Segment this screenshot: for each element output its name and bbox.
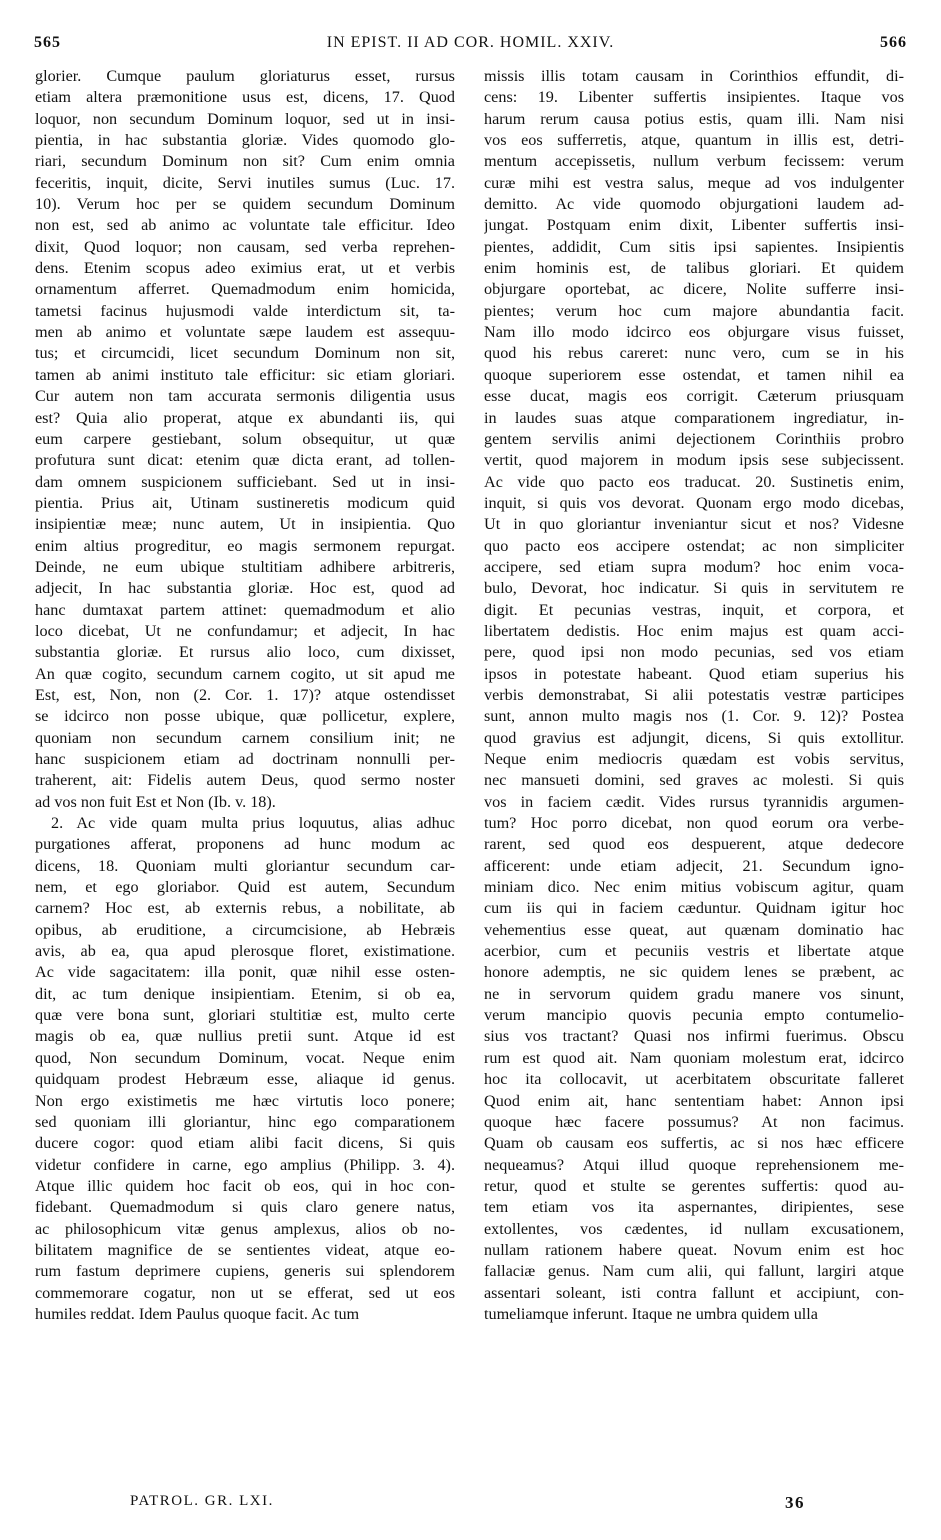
text-line: ornamentum afferret. Quemadmodum enim homicida,: [35, 280, 455, 299]
text-line: carnem? Hoc est, ab externis rebus, a nobilitate, ab: [35, 899, 455, 918]
text-line: Neque enim mediocris quædam est vobis servitus,: [484, 750, 904, 768]
text-line: quoque superiorem esse ostendat, et tamen nihil ea: [484, 365, 904, 384]
text-line: Quod enim ait, hanc sententiam habet: Annon ipsi: [484, 1091, 904, 1110]
text-line: cens: 19. Libenter suffertis insipientes. Itaque vos: [484, 88, 904, 107]
text-line: tumeliamque inferunt. Itaque ne umbra quidem ulla: [484, 1304, 818, 1323]
text-line: hanc dumtaxat partem attinet: quemadmodum et alio: [35, 600, 455, 619]
text-line: sed quoniam illi gloriantur, hinc ego comparationem: [35, 1112, 455, 1131]
text-line: adjecit, In hac substantia gloriæ. Hoc est, quod ad: [35, 579, 455, 598]
text-line: loco dicebat, Ut ne confundamur; et adjecit, In hac: [35, 621, 455, 640]
text-line: commemorare cogatur, non ut se efferat, sed ut eos: [35, 1283, 455, 1302]
text-line: tus; et circumcidi, licet secundum Dominum non sit,: [35, 344, 455, 363]
text-line: tum? Hoc porro dicebat, non quod eorum ora verbe-: [484, 814, 904, 833]
text-line: rum est quod ait. Nam quoniam molestum erat, idcirco: [484, 1048, 904, 1067]
text-line: jungat. Postquam enim dixit, Libenter suffertis insi-: [484, 216, 904, 235]
text-line: quod gravius est adjungit, dicens, Si quis extollitur.: [484, 728, 904, 747]
text-line: tamen ab animi instituto tale efficitur: sic etiam gloriari.: [35, 365, 455, 384]
text-line: tem etiam vos ita aspernantes, diripientes, sese: [484, 1198, 904, 1217]
text-line: harum rerum causa potius estis, quam illi. Nam nisi: [484, 109, 904, 128]
text-line: Ut in quo gloriantur inveniantur sicut et nos? Videsne: [484, 515, 904, 534]
text-line: quod, Non secundum Dominum, vocat. Neque enim: [35, 1048, 455, 1067]
text-line: tametsi facinus hujusmodi valde interdictum sit, ta-: [35, 301, 455, 320]
text-line: An quæ cogito, secundum carnem cogito, ut sit apud me: [35, 664, 455, 683]
page-number-right: 566: [880, 34, 907, 51]
text-line: vertit, quod majorem in modum ipsis sese subjecissent.: [484, 451, 904, 470]
text-line: curæ mihi est vestra salus, meque ad vos indulgenter: [484, 173, 904, 192]
text-line: Nam illo modo idcirco eos objurgare visus fuisset,: [484, 323, 904, 342]
text-line: fidebant. Quemadmodum si quis claro genere natus,: [35, 1198, 455, 1217]
text-line: magis ob ea, quæ nullius pretii sunt. Atque id est: [35, 1027, 455, 1046]
text-line: dicens, 18. Quoniam multi gloriantur secundum car-: [35, 856, 455, 875]
text-line: dit, ac tum denique insipientiam. Etenim, si ob ea,: [35, 984, 455, 1003]
text-line: pientia. Prius ait, Utinam sustineretis modicum quid: [35, 493, 455, 512]
text-line: nullam rationem habere queat. Novum enim est hoc: [484, 1240, 904, 1259]
text-line: traherent, ait: Fidelis autem Deus, quod sermo noster: [35, 771, 455, 790]
text-line: dens. Etenim scopus adeo eximius erat, ut et verbis: [35, 259, 455, 278]
text-line: in laudes suas atque comparationem ingrediatur, in-: [484, 408, 904, 427]
text-line: ipsos in potestate habeant. Quod etiam superius his: [484, 664, 904, 683]
text-line: dam omnem suspicionem sufficiebant. Sed ut in insi-: [35, 472, 455, 491]
text-line: libertatem dedistis. Hoc enim majus est quam acci-: [484, 621, 904, 640]
text-line: quo pacto eos accipere ostendat; ac non simpliciter: [484, 536, 904, 555]
text-line: non est, sed ab animo ac voluntate tale efficitur. Ideo: [35, 216, 455, 235]
text-line: mentum accepissetis, nullum verbum fecissem: verum: [484, 152, 904, 171]
text-line: Deinde, ne eum ubique stultitiam adhibere arbitreris,: [35, 557, 455, 576]
text-line: retur, quod et stulte se gerentes suffertis: quod au-: [484, 1176, 904, 1195]
running-title: IN EPIST. II AD COR. HOMIL. XXIV.: [326, 34, 615, 51]
text-line: miniam dico. Nec enim mitius vobiscum agitur, quam: [484, 878, 904, 897]
text-line: opibus, ab eruditione, a circumcisione, ab Hebræis: [35, 920, 455, 939]
right-text-column: [484, 66, 904, 1325]
text-line: glorier. Cumque paulum gloriaturus esset, rursus: [35, 67, 455, 85]
text-line: rum fastum deprimere cupiens, generis sui splendorem: [35, 1262, 455, 1281]
text-line: riari, secundum Dominum non sit? Cum enim omnia: [35, 152, 455, 171]
text-line: humiles reddat. Idem Paulus quoque facit. Ac tum: [35, 1304, 360, 1323]
text-line: nequeamus? Atqui illud quoque reprehensionem me-: [484, 1155, 904, 1174]
text-line: Est, est, Non, non (2. Cor. 1. 17)? atque ostendisset: [35, 685, 455, 704]
text-line: sius vos tractant? Quasi nos infirmi fuerimus. Obscu: [484, 1027, 904, 1046]
text-line: Ac vide sagacitatem: illa ponit, quæ nihil esse osten-: [35, 963, 455, 982]
text-line: pere, quod ipsi non modo pecunias, sed vos etiam: [484, 643, 904, 662]
text-line: pientes; verum hoc cum majore abundantia facit.: [484, 301, 904, 320]
sheet-number: 36: [785, 1493, 805, 1512]
text-line: gentem servilis animi dejectionem Corinthiis probro: [484, 429, 904, 448]
text-line: bulo, Devorat, hoc indicatur. Si quis in servitutem re: [484, 579, 904, 598]
text-line: sunt, annon multo magis nos (1. Cor. 9. 12)? Postea: [484, 707, 904, 726]
text-line: rarent, sed quod eos despuerent, atque dedecore: [484, 835, 904, 854]
text-line: fallaciæ genus. Nam cum alii, qui fallunt, largiri atque: [484, 1262, 904, 1281]
text-line: vos in faciem cædit. Vides rursus tyrannidis argumen-: [484, 792, 904, 811]
text-line: pientia, in hac substantia gloriæ. Vides quomodo glo-: [35, 131, 455, 150]
text-line: quoque hæc facere possumus? At non facimus.: [484, 1112, 904, 1131]
text-line: extollentes, vos cædentes, id nullam excusationem,: [484, 1219, 904, 1238]
text-line: afficerent: unde etiam adjecit, 21. Secundum igno-: [484, 856, 904, 875]
text-line: ad vos non fuit Est et Non (Ib. v. 18).: [35, 792, 276, 811]
text-line: accipere, sed etiam supra modum? hoc enim voca-: [484, 557, 904, 576]
text-line: purgationes afferat, proponens ad hunc modum ac: [35, 835, 455, 854]
running-header: [34, 34, 907, 56]
text-line: bilitatem magnifice de se sentientes videat, atque eo-: [35, 1240, 455, 1259]
text-line: insipientiæ meæ; nunc autem, Ut in insipientia. Quo: [35, 515, 455, 534]
text-line: acerbior, cum et pecuniis vestris et libertate atque: [484, 942, 904, 961]
text-line: hanc suspicionem etiam ad doctrinam nonnulli per-: [35, 750, 455, 768]
text-line: honore ademptis, ne sic quidem lenes se præbent, ac: [484, 963, 904, 982]
text-line: est? Quia alio properat, atque ex abundanti iis, qui: [35, 408, 455, 427]
text-line: objurgare oportebat, ac dicere, Nolite sufferre insi-: [484, 280, 904, 299]
text-line: quidquam prodest Hebræum esse, aliaque id genus.: [35, 1070, 455, 1089]
left-text-column: [35, 66, 455, 1325]
text-line: esse ducat, magis eos corrigit. Cæterum priusquam: [484, 387, 904, 406]
text-line: se idcirco non posse ubique, quæ pollicetur, explere,: [35, 707, 455, 726]
text-line: assentari soleant, isti contra fallunt et accipiunt, con-: [484, 1283, 904, 1302]
text-line: enim altius progreditur, eo magis sermonem repurgat.: [35, 536, 455, 555]
text-line: vehementius esse queat, aut quænam dominatio hac: [484, 920, 904, 939]
text-line: etiam altera præmonitione usus est, dicens, 17. Quod: [35, 88, 455, 107]
text-line: quod his rebus careret: nunc vero, cum se in his: [484, 344, 904, 363]
text-line: inquit, si quis vos devorat. Quonam ergo modo dicebas,: [484, 493, 904, 512]
text-line: verbis demonstrabat, Si alii potestatis vestræ participes: [484, 685, 904, 704]
text-line: feceritis, inquit, dicite, Servi inutiles sumus (Luc. 17.: [35, 173, 455, 192]
printer-signature: PATROL. GR. LXI.: [130, 1493, 274, 1509]
text-line: hoc ita collocavit, ut acerbitatem obscuritate falleret: [484, 1070, 904, 1089]
text-line: verum mancipio quovis pecunia empto contumelio-: [484, 1006, 904, 1025]
text-line: videtur confidere in carne, ego amplius (Philipp. 3. 4).: [35, 1155, 455, 1174]
text-line: pientes, addidit, Cum sitis ipsi sapientes. Insipientis: [484, 237, 904, 256]
text-line: Quam ob causam eos suffertis, ac si nos hæc efficere: [484, 1134, 904, 1153]
text-line: 2. Ac vide quam multa prius loquutus, alias adhuc: [51, 814, 455, 833]
text-line: Cur autem non tam accurata sermonis diligentia usus: [35, 387, 455, 406]
text-line: loquor, non secundum Dominum loquor, sed ut in insi-: [35, 109, 455, 128]
text-line: avis, ab ea, qua apud plerosque floret, existimatione.: [35, 942, 455, 961]
text-line: nec mansueti domini, sed graves ac molesti. Si quis: [484, 771, 904, 790]
text-line: nem, et ego gloriabor. Quid est autem, Secundum: [35, 878, 455, 897]
text-line: Non ergo existimetis me hæc virtutis loco ponere;: [35, 1091, 455, 1110]
text-line: eum carpere gestiebant, solum obsequitur, ut quæ: [35, 429, 455, 448]
text-line: missis illis totam causam in Corinthios effundit, di-: [484, 67, 904, 85]
text-line: enim hominis est, de talibus gloriari. Et quidem: [484, 259, 904, 278]
text-line: dixit, Quod loquor; non causam, sed verba reprehen-: [35, 237, 455, 256]
text-line: men ab animo et voluntate sæpe laudem est assequu-: [35, 323, 455, 342]
text-line: 10). Verum hoc per se quidem secundum Dominum: [35, 195, 455, 214]
text-line: vos eos sufferretis, atque, quantum in illis est, detri-: [484, 131, 904, 150]
text-line: demitto. Ac vide quomodo objurgationi laudem ad-: [484, 195, 904, 214]
text-line: digit. Et pecunias vestras, inquit, et corpora, et: [484, 600, 904, 619]
text-line: substantia gloriæ. Et rursus alio loco, cum dixisset,: [35, 643, 455, 662]
text-line: ne in servorum quidem gradu manere vos sinunt,: [484, 984, 904, 1003]
text-line: cum iis qui in faciem cæduntur. Quidnam igitur hoc: [484, 899, 904, 918]
page-number-left: 565: [34, 34, 61, 51]
text-line: quæ vere bona sunt, gloriari stultitiæ est, multo certe: [35, 1006, 455, 1025]
text-line: ducere cogor: quod etiam alibi facit dicens, Si quis: [35, 1134, 455, 1153]
text-line: ac philosophicum vitæ genus amplexus, alios ob no-: [35, 1219, 455, 1238]
text-line: Ac vide quo pacto eos traducat. 20. Sustinetis enim,: [484, 472, 904, 491]
text-line: profutura sunt dicat: etenim quæ dicta erant, ad tollen-: [35, 451, 455, 470]
text-line: Atque illic quidem hoc facit ob eos, qui in hoc con-: [35, 1176, 455, 1195]
text-line: quoniam non secundum carnem consilium init; ne: [35, 728, 455, 747]
